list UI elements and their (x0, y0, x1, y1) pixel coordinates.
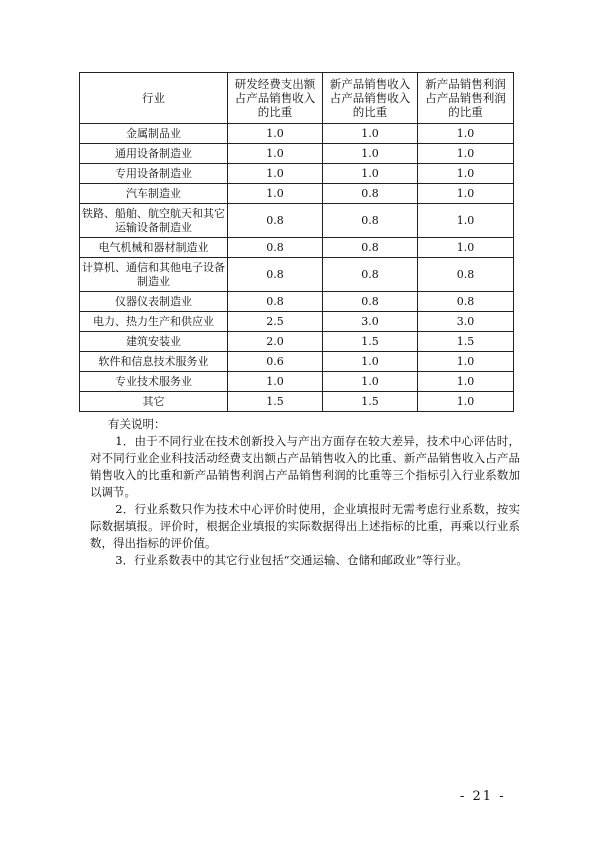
note-item: 1．由于不同行业在技术创新投入与产出方面存在较大差异，技术中心评估时，对不同行业企业科技活动经费支出额占产品销售收入的比重、新产品销售收入占产品销售收入的比重和新产品销售利润占产品销售利润的比重等三个指标引入行业系数加以调节。 (90, 434, 520, 499)
new-profit-ratio-cell: 1.0 (418, 204, 514, 238)
rd-ratio-cell: 0.8 (228, 258, 323, 292)
new-revenue-ratio-cell: 1.0 (323, 144, 418, 164)
new-profit-ratio-cell: 1.0 (418, 372, 514, 392)
industry-cell: 计算机、通信和其他电子设备制造业 (80, 258, 228, 292)
new-profit-ratio-cell: 1.0 (418, 184, 514, 204)
new-profit-ratio-cell: 1.0 (418, 164, 514, 184)
header-rd-ratio: 研发经费支出额占产品销售收入的比重 (228, 73, 323, 124)
rd-ratio-cell: 1.0 (228, 184, 323, 204)
header-industry: 行业 (80, 73, 228, 124)
rd-ratio-cell: 0.8 (228, 292, 323, 312)
rd-ratio-cell: 1.0 (228, 372, 323, 392)
new-revenue-ratio-cell: 0.8 (323, 258, 418, 292)
industry-cell: 汽车制造业 (80, 184, 228, 204)
table-row (80, 392, 514, 412)
note-item: 2．行业系数只作为技术中心评价时使用，企业填报时无需考虑行业系数，按实际数据填报。评价时，根据企业填报的实际数据得出上述指标的比重，再乘以行业系数，得出指标的评价值。 (90, 502, 520, 550)
new-revenue-ratio-cell: 3.0 (323, 312, 418, 332)
table-row (80, 372, 514, 392)
header-new-product-revenue-ratio: 新产品销售收入占产品销售收入的比重 (323, 73, 418, 124)
new-profit-ratio-cell: 1.0 (418, 352, 514, 372)
new-revenue-ratio-cell: 1.0 (323, 352, 418, 372)
new-profit-ratio-cell: 1.5 (418, 332, 514, 352)
new-revenue-ratio-cell: 1.0 (323, 372, 418, 392)
industry-cell: 通用设备制造业 (80, 144, 228, 164)
industry-cell: 铁路、船舶、航空航天和其它运输设备制造业 (80, 204, 228, 238)
rd-ratio-cell: 0.8 (228, 238, 323, 258)
rd-ratio-cell: 2.5 (228, 312, 323, 332)
rd-ratio-cell: 1.0 (228, 144, 323, 164)
new-revenue-ratio-cell: 0.8 (323, 204, 418, 238)
industry-cell: 其它 (80, 392, 228, 412)
rd-ratio-cell: 1.0 (228, 124, 323, 144)
rd-ratio-cell: 0.8 (228, 204, 323, 238)
table-row (80, 164, 514, 184)
new-profit-ratio-cell: 1.0 (418, 144, 514, 164)
table-header-row (80, 73, 514, 124)
new-profit-ratio-cell: 3.0 (418, 312, 514, 332)
table-row (80, 184, 514, 204)
industry-cell: 电气机械和器材制造业 (80, 238, 228, 258)
table-row (80, 204, 514, 238)
table-row (80, 332, 514, 352)
new-profit-ratio-cell: 0.8 (418, 292, 514, 312)
new-profit-ratio-cell: 1.0 (418, 124, 514, 144)
table-row (80, 352, 514, 372)
rd-ratio-cell: 0.6 (228, 352, 323, 372)
table-row (80, 144, 514, 164)
industry-cell: 电力、热力生产和供应业 (80, 312, 228, 332)
industry-coefficient-table (79, 72, 514, 412)
new-profit-ratio-cell: 1.0 (418, 238, 514, 258)
new-profit-ratio-cell: 0.8 (418, 258, 514, 292)
table-row (80, 312, 514, 332)
industry-cell: 金属制品业 (80, 124, 228, 144)
new-revenue-ratio-cell: 1.0 (323, 124, 418, 144)
industry-cell: 软件和信息技术服务业 (80, 352, 228, 372)
new-revenue-ratio-cell: 0.8 (323, 184, 418, 204)
industry-cell: 仪器仪表制造业 (80, 292, 228, 312)
new-revenue-ratio-cell: 0.8 (323, 292, 418, 312)
header-new-product-profit-ratio: 新产品销售利润占产品销售利润的比重 (418, 73, 514, 124)
industry-cell: 建筑安装业 (80, 332, 228, 352)
note-item: 3．行业系数表中的其它行业包括“交通运输、仓储和邮政业”等行业。 (115, 553, 468, 567)
table-row (80, 238, 514, 258)
new-revenue-ratio-cell: 0.8 (323, 238, 418, 258)
table-row (80, 292, 514, 312)
new-revenue-ratio-cell: 1.5 (323, 332, 418, 352)
new-profit-ratio-cell: 1.0 (418, 392, 514, 412)
notes-section (90, 416, 520, 569)
rd-ratio-cell: 1.0 (228, 164, 323, 184)
table-body (80, 124, 514, 412)
rd-ratio-cell: 2.0 (228, 332, 323, 352)
rd-ratio-cell: 1.5 (228, 392, 323, 412)
industry-cell: 专用设备制造业 (80, 164, 228, 184)
table-row (80, 258, 514, 292)
new-revenue-ratio-cell: 1.5 (323, 392, 418, 412)
new-revenue-ratio-cell: 1.0 (323, 164, 418, 184)
notes-title: 有关说明： (108, 417, 166, 431)
table-row (80, 124, 514, 144)
industry-cell: 专业技术服务业 (80, 372, 228, 392)
page-number: - 21 - (460, 789, 506, 804)
